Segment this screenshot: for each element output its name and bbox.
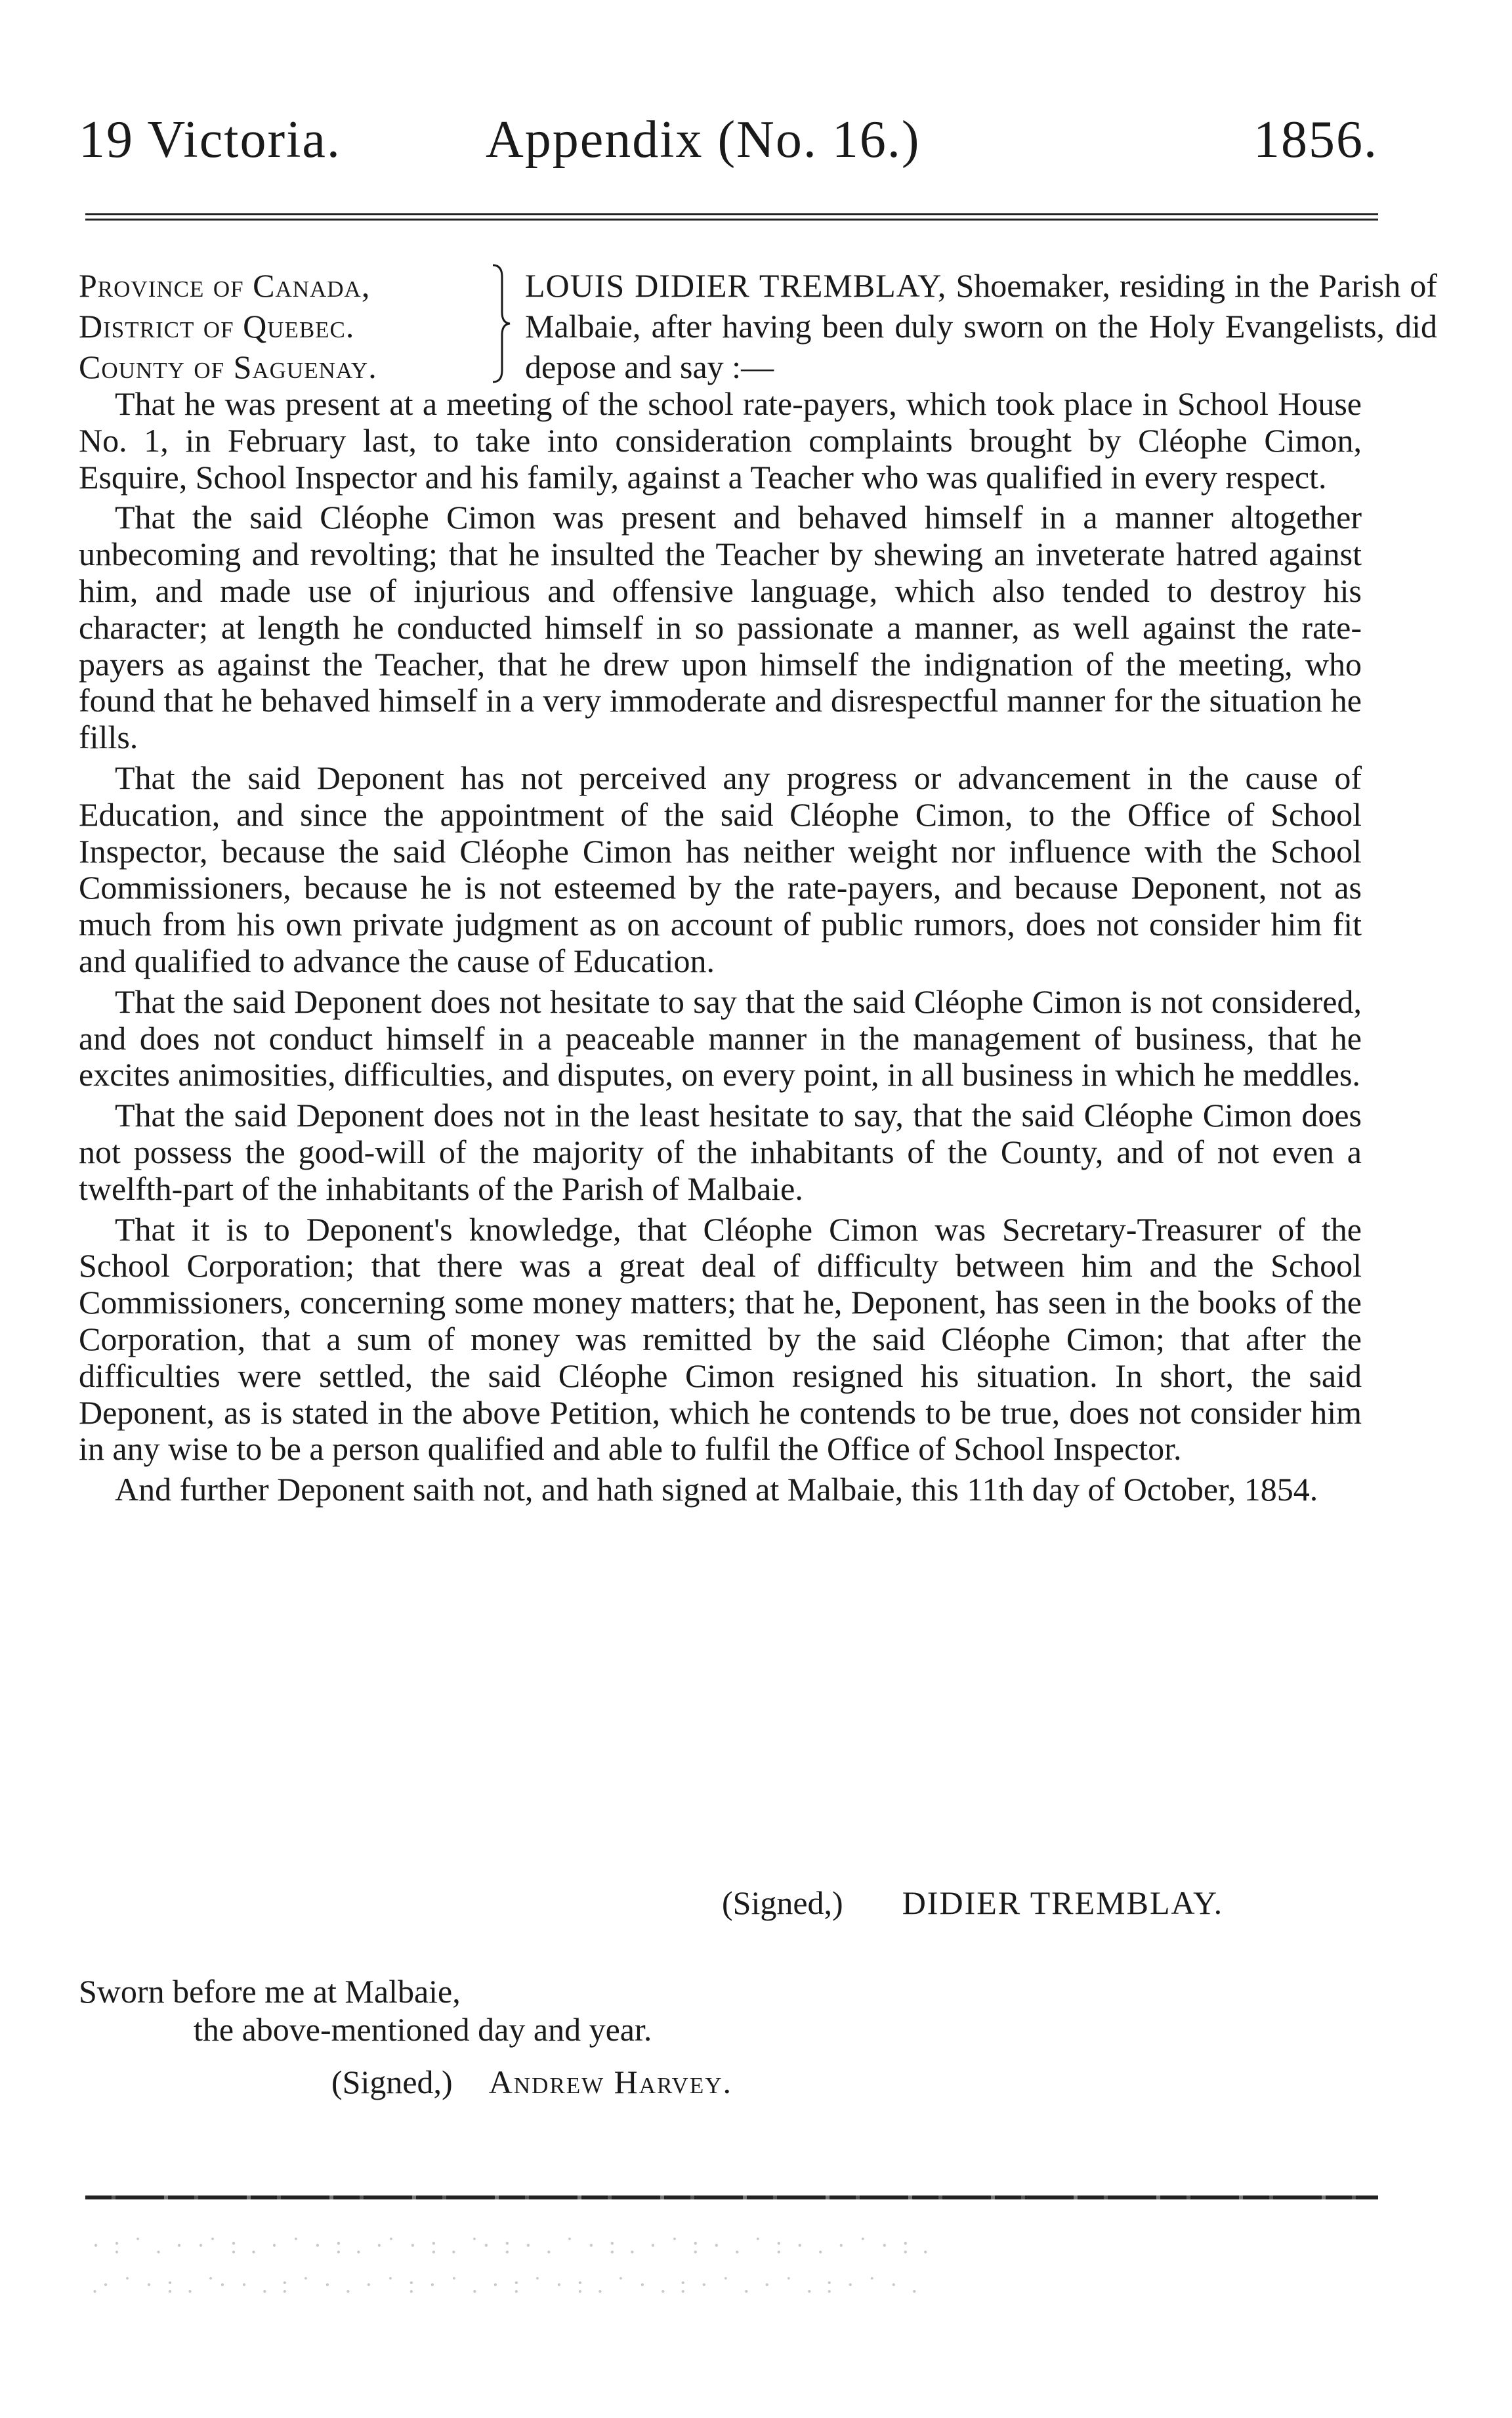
sworn-attestation [79, 1972, 998, 2101]
paragraph-closing: And further Deponent saith not, and hath signed at Malbaie, this 11th day of October, 1854. [115, 1471, 1318, 1508]
venue-province: Province of Canada, [79, 267, 371, 304]
running-head-volume: 19 Victoria. [79, 111, 341, 169]
footer-rule [85, 2195, 1378, 2199]
sworn-line-2: the above-mentioned day and year. [194, 2011, 652, 2048]
bleed-through-ornament: · : ˙ . · ·˙ : . · ˙ · : . ·˙ · : . ˙· : · . ˙ · : . · ˙ : · . ˙ : · . · ˙ · : . [92, 2232, 933, 2259]
signature-name: DIDIER TREMBLAY. [902, 1884, 1224, 1921]
paragraph-education: That the said Deponent has not perceived any progress or advancement in the cause of Education, and since the appointment of the said Cléophe Cimon, to the Office of School Inspector, because the said Cléophe Cimon has neither weight nor influence with the School Commissioners, because he is not esteemed by the rate-payers, and because Deponent, not as much from his own private judgment as on account of public rumors, does not consider him fit and qualified to advance the cause of Education. [79, 759, 1362, 979]
venue-block [79, 265, 479, 387]
bleed-through-ornament: .· ˙ · : . ˙· · . : ˙ · . · ˙ : · ˙ . · : ˙ · : . ˙ · . : · ˙ . · ˙ . : · ˙ · . [92, 2272, 921, 2298]
paragraph-business: That the said Deponent does not hesitate to say that the said Cléophe Cimon is not considered, and does not conduct himself in a peaceable manner in the management of business, that he excites animosities, difficulties, and disputes, on every point, in all business in which he meddles. [79, 983, 1362, 1093]
deposition-intro-text: Shoemaker, residing in the Parish of Malbaie, after having been duly sworn on the Holy Evangelists, did depose and say :— [525, 267, 1437, 385]
right-brace-icon [489, 263, 515, 385]
venue-county: County of Saguenay. [79, 349, 377, 385]
paragraph-conduct: That the said Cléophe Cimon was present and behaved himself in a manner altogether unbecoming and revolting; that he insulted the Teacher by shewing an inveterate hatred against him, and made use of injurious and offensive language, which also tended to destroy his character; at length he conducted himself in so passionate a manner, as well against the rate-payers as against the Teacher, that he drew upon himself the indignation of the meeting, who found that he behaved himself in a very immoderate and disrespectful manner for the situation he fills. [79, 499, 1362, 756]
deposition-body [79, 386, 1362, 1512]
deponent-signature [722, 1884, 1365, 1922]
deponent-name: LOUIS DIDIER TREMBLAY, [525, 267, 947, 304]
sworn-line-1: Sworn before me at Malbaie, [79, 1973, 461, 2010]
paragraph-meeting: That he was present at a meeting of the school rate-payers, which took place in School House No. 1, in February last, to take into consideration complaints brought by Cléophe Cimon, Esquire, School Inspector and his family, against a Teacher who was qualified in every respect. [79, 385, 1362, 496]
attestation-signature [79, 2063, 998, 2101]
attestation-name: Andrew Harvey. [488, 2064, 732, 2100]
header-double-rule [85, 213, 1378, 221]
venue-district: District of Quebec. [79, 308, 355, 345]
running-head-appendix: Appendix (No. 16.) [486, 111, 921, 169]
running-head [79, 110, 1378, 176]
deposition-heading [79, 263, 1437, 387]
attestation-label: (Signed,) [331, 2064, 453, 2100]
paragraph-goodwill: That the said Deponent does not in the least hesitate to say, that the said Cléophe Cimon does not possess the good-will of the majority of the inhabitants of the County, and of not even a twelfth-part of the inhabitants of the Parish of Malbaie. [79, 1097, 1362, 1207]
deposition-intro [525, 265, 1437, 387]
signature-label: (Signed,) [722, 1884, 843, 1921]
running-head-year: 1856. [1253, 111, 1378, 169]
paragraph-treasurer: That it is to Deponent's knowledge, that Cléophe Cimon was Secretary-Treasurer of the School Corporation; that there was a great deal of difficulty between him and the School Commissioners, concerning some money matters; that he, Deponent, has seen in the books of the Corporation, that a sum of money was remitted by the said Cléophe Cimon; that after the difficulties were settled, the said Cléophe Cimon resigned his situation. In short, the said Deponent, as is stated in the above Petition, which he contends to be true, does not consider him in any wise to be a person qualified and able to fulfil the Office of School Inspector. [79, 1210, 1362, 1468]
